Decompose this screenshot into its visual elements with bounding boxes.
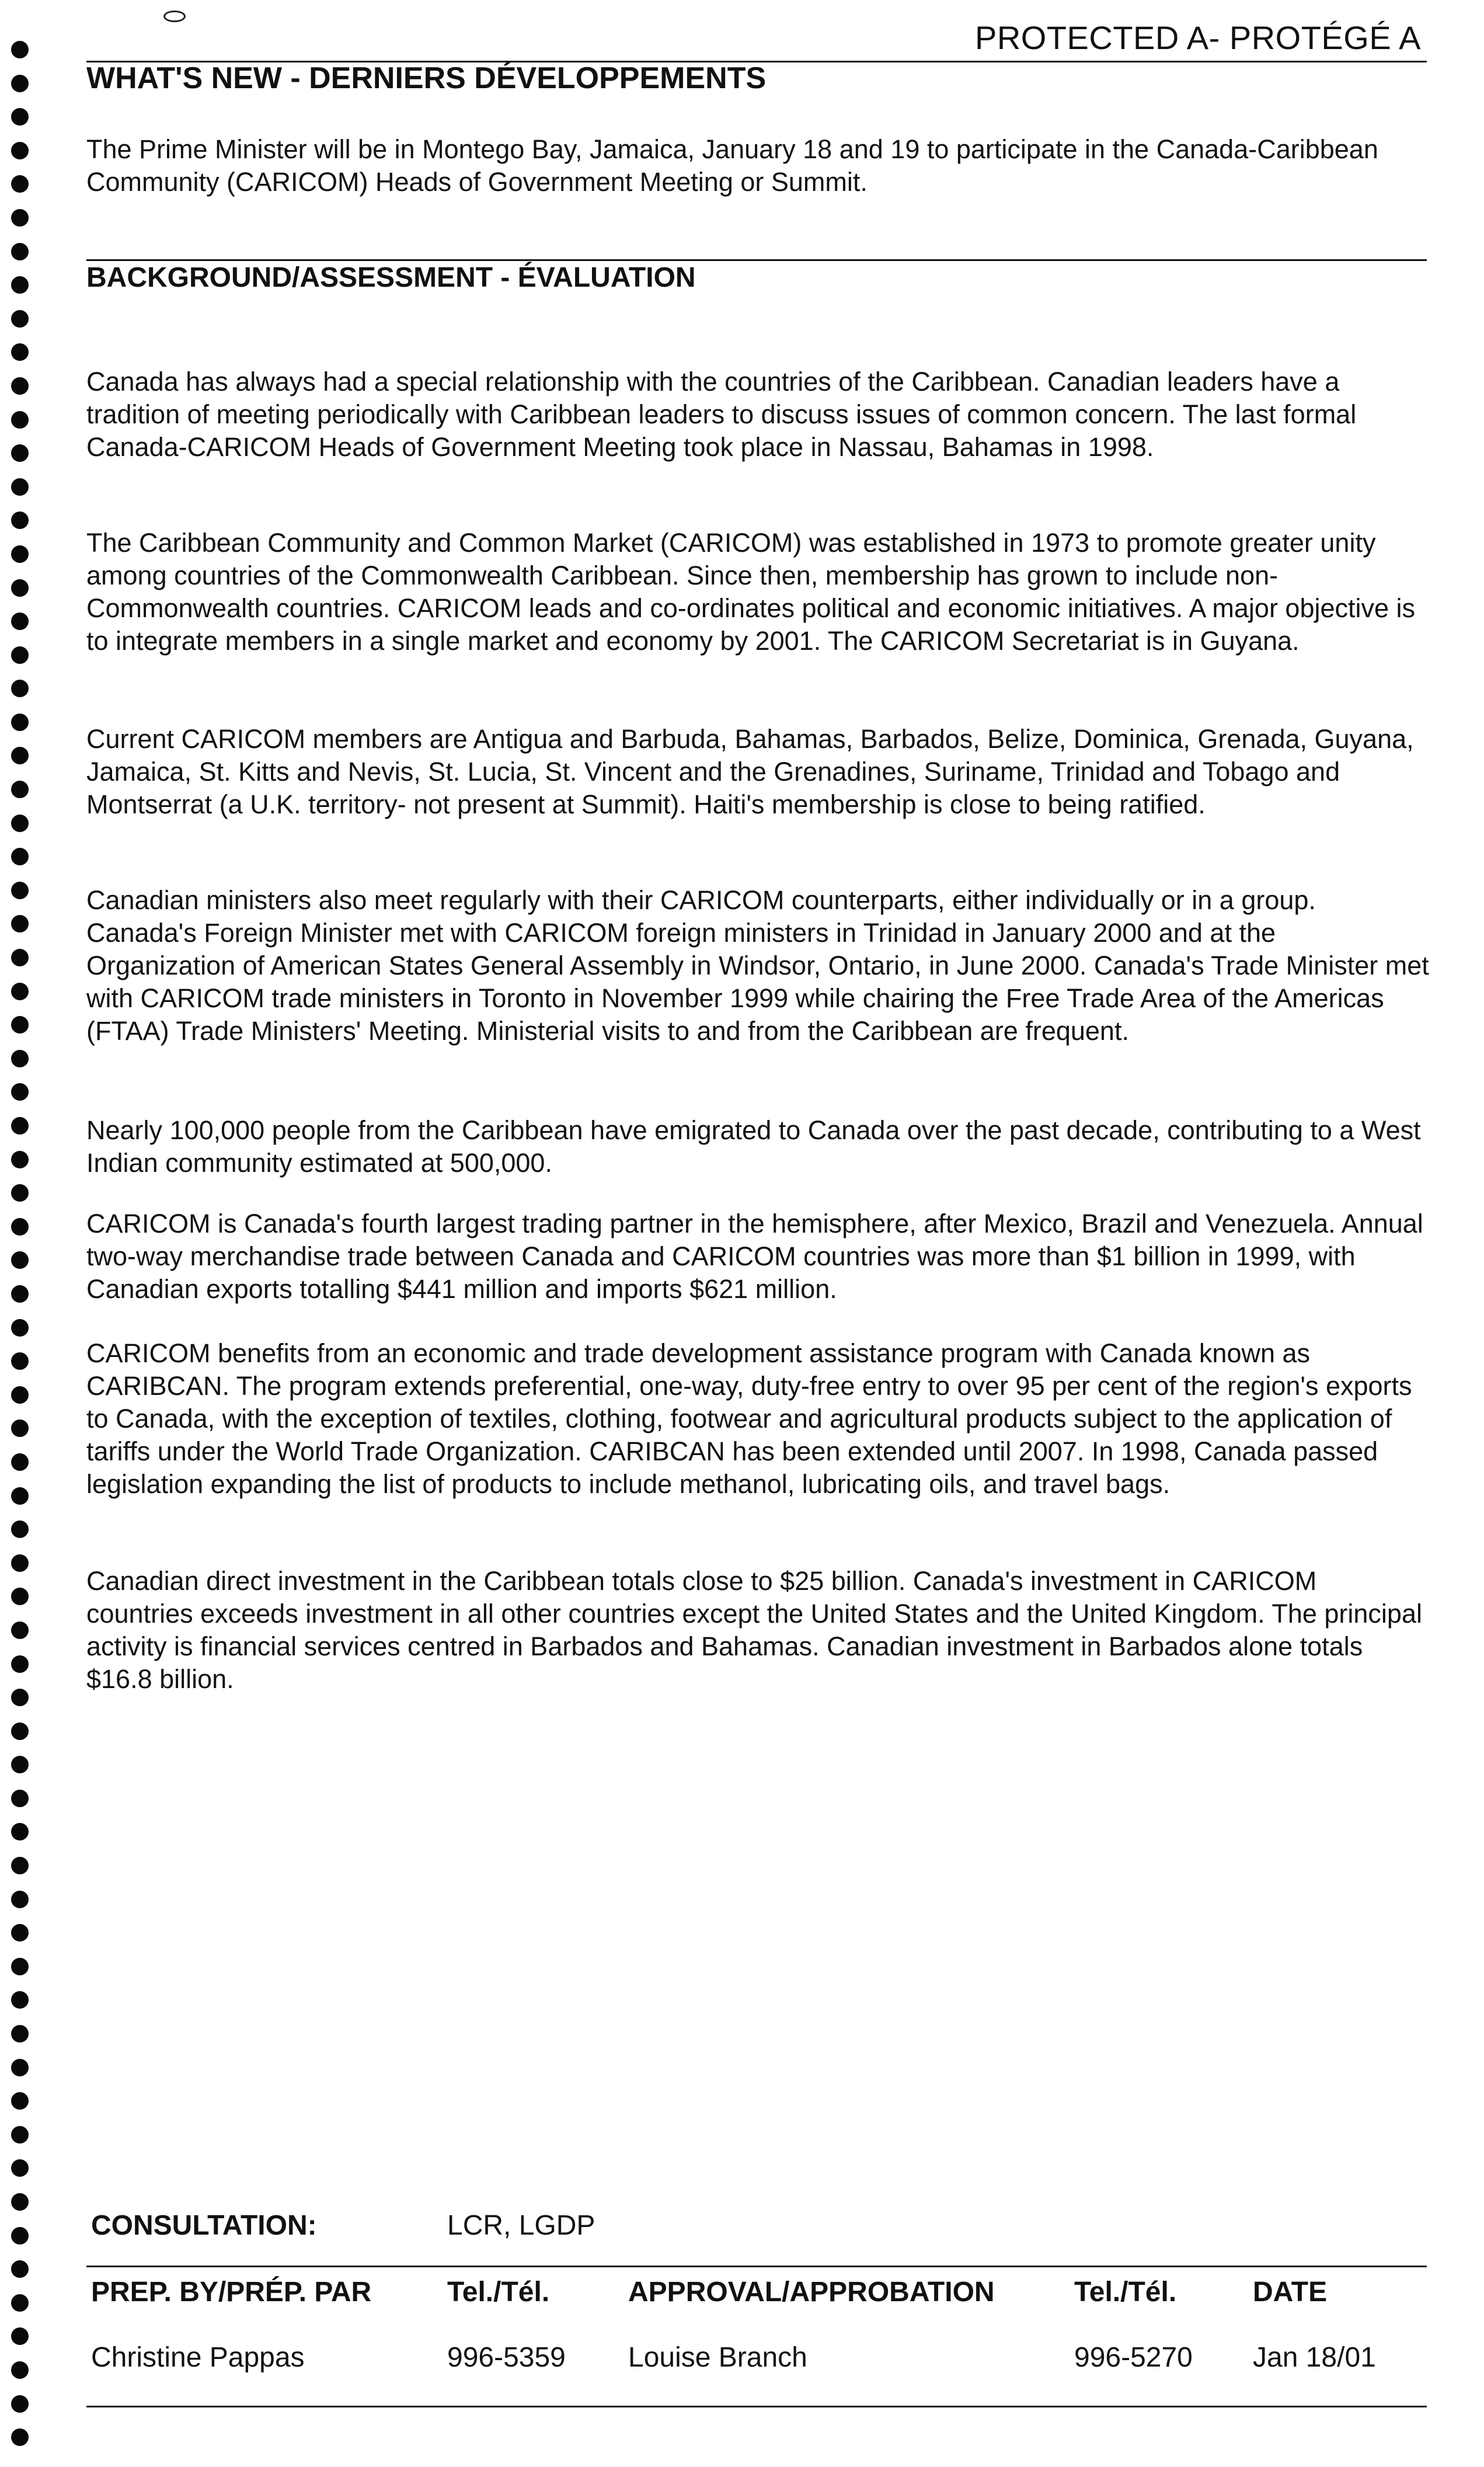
binder-hole	[11, 915, 29, 932]
binder-hole	[11, 1891, 29, 1908]
binder-hole	[11, 2025, 29, 2043]
background-paragraph: Current CARICOM members are Antigua and Barbuda, Bahamas, Barbados, Belize, Dominica, Grenada, Guyana, Jamaica, St. Kitts and Nevis, St. Lucia, St. Vincent and the Grenadines, Suriname, Trinidad and Tobago and Montserrat (a U.K. territory- not present at Summit). Haiti's membership is close to being ratified.	[86, 724, 1414, 819]
binder-hole	[11, 949, 29, 966]
binder-hole	[11, 1453, 29, 1471]
binder-hole	[11, 1117, 29, 1135]
binder-hole	[11, 2227, 29, 2245]
binder-hole	[11, 2327, 29, 2345]
binder-hole	[11, 2059, 29, 2076]
binder-hole	[11, 377, 29, 395]
footer-rule-top	[86, 2266, 1427, 2267]
binder-hole	[11, 108, 29, 126]
binder-hole	[11, 1184, 29, 1202]
binder-hole	[11, 579, 29, 597]
whats-new-heading: WHAT'S NEW - DERNIERS DÉVELOPPEMENTS	[86, 61, 767, 95]
binder-hole	[11, 1958, 29, 1975]
binder-hole	[11, 1319, 29, 1337]
classification-label: PROTECTED A- PROTÉGÉ A	[974, 19, 1421, 56]
background-paragraph: Canadian direct investment in the Caribbean totals close to $25 billion. Canada's investment in CARICOM countries exceeds investment in all other countries except the United States and the United Kingdom. The principal activity is financial services centred in Barbados and Bahamas. Canadian investment in Barbados alone totals $16.8 billion.	[86, 1566, 1422, 1694]
binder-hole	[11, 142, 29, 159]
binder-hole	[11, 1991, 29, 2009]
binder-hole	[11, 1386, 29, 1404]
binder-hole	[11, 2428, 29, 2446]
background-paragraph: Nearly 100,000 people from the Caribbean have emigrated to Canada over the past decade, contributing to a West Indian community estimated at 500,000.	[86, 1115, 1421, 1178]
prep-by-header: PREP. BY/PRÉP. PAR	[91, 2277, 372, 2308]
binder-hole	[11, 1285, 29, 1303]
binder-hole	[11, 1487, 29, 1505]
binder-hole	[11, 2193, 29, 2211]
binder-hole	[11, 680, 29, 697]
approval-tel-header: Tel./Tél.	[1074, 2277, 1177, 2308]
binder-holes	[8, 41, 32, 2447]
scan-mark	[163, 11, 186, 22]
binder-hole	[11, 1689, 29, 1706]
whats-new-text: The Prime Minister will be in Montego Bay, Jamaica, January 18 and 19 to participate in the Canada-Caribbean Community (CARICOM) Heads of Government Meeting or Summit.	[86, 134, 1378, 197]
binder-hole	[11, 1419, 29, 1437]
binder-hole	[11, 2361, 29, 2379]
binder-hole	[11, 1924, 29, 1941]
binder-hole	[11, 646, 29, 664]
binder-hole	[11, 209, 29, 227]
binder-hole	[11, 75, 29, 92]
binder-hole	[11, 1083, 29, 1101]
background-paragraph: CARICOM is Canada's fourth largest trading partner in the hemisphere, after Mexico, Brazil and Venezuela. Annual two-way merchandise trade between Canada and CARICOM countries was more than $1 billion in 1999, with Canadian exports totalling $441 million and imports $621 million.	[86, 1209, 1423, 1304]
date-header: DATE	[1253, 2277, 1328, 2308]
binder-hole	[11, 1016, 29, 1034]
binder-hole	[11, 444, 29, 462]
binder-hole	[11, 1050, 29, 1067]
background-paragraph: Canadian ministers also meet regularly with their CARICOM counterparts, either individually or in a group. Canada's Foreign Minister met with CARICOM foreign ministers in Trinidad in January 2000 and at the Organization of American States General Assembly in Windsor, Ontario, in June 2000. Canada's Trade Minister met with CARICOM trade ministers in Toronto in November 1999 while chairing the Free Trade Area of the Americas (FTAA) Trade Ministers' Meeting. Ministerial visits to and from the Caribbean are frequent.	[86, 885, 1429, 1046]
approval-value: Louise Branch	[628, 2342, 807, 2373]
binder-hole	[11, 2092, 29, 2110]
binder-hole	[11, 1857, 29, 1874]
binder-hole	[11, 2395, 29, 2413]
binder-hole	[11, 243, 29, 260]
binder-hole	[11, 1151, 29, 1168]
binder-hole	[11, 882, 29, 899]
binder-hole	[11, 714, 29, 731]
binder-hole	[11, 545, 29, 563]
footer-rule-bottom	[86, 2406, 1427, 2407]
binder-hole	[11, 175, 29, 193]
binder-hole	[11, 512, 29, 529]
approval-header: APPROVAL/APPROBATION	[628, 2277, 995, 2308]
approval-tel-value: 996-5270	[1074, 2342, 1193, 2373]
binder-hole	[11, 2260, 29, 2278]
binder-hole	[11, 1588, 29, 1605]
binder-hole	[11, 747, 29, 764]
binder-hole	[11, 1352, 29, 1370]
binder-hole	[11, 41, 29, 58]
binder-hole	[11, 848, 29, 865]
binder-hole	[11, 1251, 29, 1269]
binder-hole	[11, 1823, 29, 1840]
binder-hole	[11, 613, 29, 630]
binder-hole	[11, 343, 29, 361]
prep-by-value: Christine Pappas	[91, 2342, 305, 2373]
binder-hole	[11, 2126, 29, 2144]
binder-hole	[11, 1622, 29, 1639]
binder-hole	[11, 411, 29, 429]
binder-hole	[11, 815, 29, 832]
background-heading: BACKGROUND/ASSESSMENT - ÉVALUATION	[86, 262, 696, 293]
binder-hole	[11, 983, 29, 1000]
binder-hole	[11, 310, 29, 328]
background-paragraph: The Caribbean Community and Common Market (CARICOM) was established in 1973 to promote greater unity among countries of the Commonwealth Caribbean. Since then, membership has grown to include non-Commonwealth countries. CARICOM leads and co-ordinates political and economic initiatives. A major objective is to integrate members in a single market and economy by 2001. The CARICOM Secretariat is in Guyana.	[86, 528, 1416, 656]
binder-hole	[11, 1520, 29, 1538]
binder-hole	[11, 781, 29, 798]
consultation-label: CONSULTATION:	[91, 2210, 317, 2241]
background-paragraph: Canada has always had a special relationship with the countries of the Caribbean. Canadian leaders have a tradition of meeting periodically with Caribbean leaders to discuss issues of common concern. The last formal Canada-CARICOM Heads of Government Meeting took place in Nassau, Bahamas in 1998.	[86, 367, 1357, 462]
prep-tel-header: Tel./Tél.	[447, 2277, 550, 2308]
binder-hole	[11, 1723, 29, 1740]
binder-hole	[11, 276, 29, 294]
background-paragraph: CARICOM benefits from an economic and trade development assistance program with Canada known as CARIBCAN. The program extends preferential, one-way, duty-free entry to over 95 per cent of the region's exports to Canada, with the exception of textiles, clothing, footwear and agricultural products subject to the application of tariffs under the World Trade Organization. CARIBCAN has been extended until 2007. In 1998, Canada passed legislation expanding the list of products to include methanol, lubricating oils, and travel bags.	[86, 1338, 1412, 1499]
section-rule	[86, 259, 1427, 261]
binder-hole	[11, 1790, 29, 1807]
binder-hole	[11, 1554, 29, 1572]
date-value: Jan 18/01	[1253, 2342, 1376, 2373]
binder-hole	[11, 1218, 29, 1236]
binder-hole	[11, 2159, 29, 2177]
consultation-value: LCR, LGDP	[447, 2210, 595, 2241]
binder-hole	[11, 1756, 29, 1773]
binder-hole	[11, 478, 29, 496]
binder-hole	[11, 1655, 29, 1673]
binder-hole	[11, 2294, 29, 2312]
prep-tel-value: 996-5359	[447, 2342, 566, 2373]
